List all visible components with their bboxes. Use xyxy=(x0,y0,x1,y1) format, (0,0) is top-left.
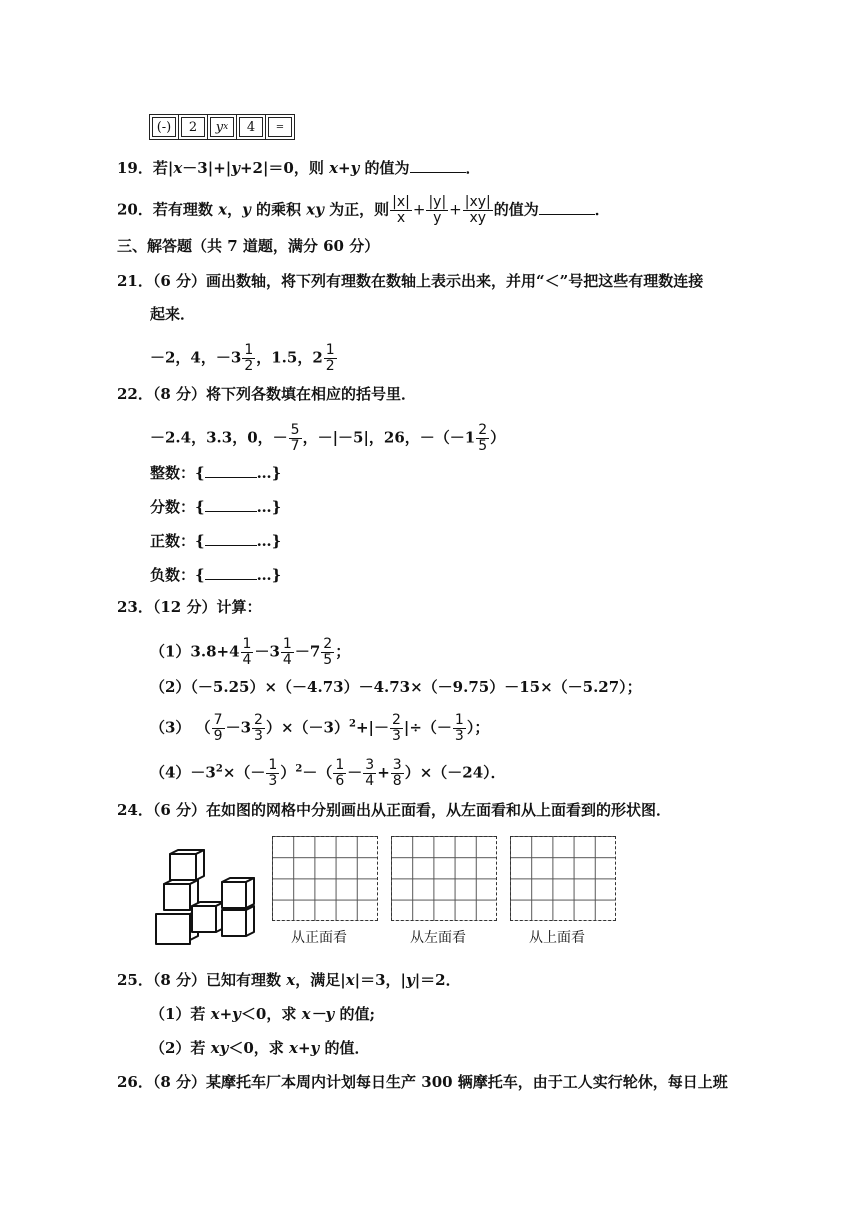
question-25: 25．（8 分）已知有理数 x，满足|x|＝3，|y|＝2． xyxy=(117,971,461,989)
answer-blank[interactable] xyxy=(205,531,257,546)
fraction: $\frac{|xy|}{xy}$ xyxy=(464,194,491,226)
front-view-label: 从正面看 xyxy=(291,930,347,946)
key-4: 4 xyxy=(239,117,263,137)
top-view-grid[interactable] xyxy=(510,836,616,921)
fraction: $\frac{2}{5}$ xyxy=(323,636,333,668)
key-equals: = xyxy=(268,117,292,137)
question-21-cont: 起来． xyxy=(150,305,196,323)
question-21-numbers: －2，4，－3 $\frac{1}{2}$ ，1.5，2 $\frac{1}{2}$ xyxy=(150,342,335,374)
category-negative: 负数：{ …} xyxy=(150,566,282,584)
fraction: $\frac{1}{4}$ xyxy=(282,636,292,668)
left-view-label: 从左面看 xyxy=(410,930,466,946)
answer-blank[interactable] xyxy=(539,200,595,215)
fraction: $\frac{2}{5}$ xyxy=(478,422,488,454)
fraction: $\frac{2}{3}$ xyxy=(254,712,263,744)
fraction: $\frac{1}{4}$ xyxy=(242,636,252,668)
fraction: $\frac{1}{3}$ xyxy=(454,712,464,744)
cube-stack-figure xyxy=(152,848,267,953)
fraction: $\frac{3}{4}$ xyxy=(365,757,375,789)
top-view-label: 从上面看 xyxy=(529,930,585,946)
answer-blank[interactable] xyxy=(205,565,257,580)
fraction: $\frac{2}{3}$ xyxy=(391,712,401,744)
q25-part-1: （1）若 x+y＜0，求 x－y 的值; xyxy=(150,1005,376,1023)
fraction: $\frac{|x|}{x}$ xyxy=(392,194,410,226)
left-view-grid[interactable] xyxy=(391,836,497,921)
calculator-key-sequence xyxy=(152,117,292,137)
fraction: $\frac{1}{2}$ xyxy=(325,342,335,374)
key-negative: (-) xyxy=(152,117,176,137)
fraction: $\frac{1}{6}$ xyxy=(335,757,345,789)
q23-part-2: （2）（－5.25）×（－4.73）－4.73×（－9.75）－15×（－5.27）； xyxy=(150,678,642,696)
fraction: $\frac{1}{3}$ xyxy=(268,757,278,789)
question-22-numbers: －2.4，3.3，0，－ $\frac{5}{7}$ ，－|－5|，26，－（－1 $\frac{2}{5}$ ） xyxy=(150,422,506,454)
section-title: 三、解答题（共 7 道题，满分 60 分） xyxy=(117,237,380,255)
q25-part-2: （2）若 xy＜0，求 x+y 的值． xyxy=(150,1039,370,1057)
fraction: $\frac{3}{8}$ xyxy=(392,757,402,789)
category-integers: 整数：{ …} xyxy=(150,464,282,482)
fraction: $\frac{1}{2}$ xyxy=(244,342,254,374)
question-19: 19．若|x－3|+|y+2|＝0，则 x+y 的值为 ． xyxy=(117,159,481,177)
front-view-grid[interactable] xyxy=(272,836,378,921)
category-positive: 正数：{ …} xyxy=(150,532,282,550)
fraction: $\frac{5}{7}$ xyxy=(290,422,300,454)
question-20: 20．若有理数 x，y 的乘积 xy 为正，则 $\frac{|x|}{x}$ + $\frac{|y|}{y}$ + $\frac{|xy|}{xy}$ 的值为 ． xyxy=(117,194,610,226)
question-26: 26．（8 分）某摩托车厂本周内计划每日生产 300 辆摩托车，由于工人实行轮休，每日上班 xyxy=(117,1073,728,1091)
q23-part-3: （3） （ $\frac{7}{9}$ －3 $\frac{2}{3}$ ）$\times(-3)^2+|-$ $\frac{2}{3}$ |÷（－ $\frac{1}{3}$ ）； xyxy=(150,712,490,744)
question-21: 21．（6 分）画出数轴，将下列有理数在数轴上表示出来，并用“＜”号把这些有理数连接 xyxy=(117,272,704,290)
question-23: 23．（12 分）计算： xyxy=(117,598,262,616)
fraction: $\frac{|y|}{y}$ xyxy=(428,194,447,226)
fraction: $\frac{7}{9}$ xyxy=(213,712,223,744)
key-2: 2 xyxy=(181,117,205,137)
category-fractions: 分数：{ …} xyxy=(150,498,282,516)
question-22: 22．（8 分）将下列各数填在相应的括号里． xyxy=(117,385,417,403)
answer-blank[interactable] xyxy=(205,497,257,512)
key-power: y x xyxy=(210,117,234,137)
q23-part-1: （1）3.8+4 $\frac{1}{4}$ －3 $\frac{1}{4}$ －7 $\frac{2}{5}$ ； xyxy=(150,636,351,668)
question-24: 24．（6 分）在如图的网格中分别画出从正面看，从左面看和从上面看到的形状图． xyxy=(117,801,672,819)
answer-blank[interactable] xyxy=(410,158,466,173)
answer-blank[interactable] xyxy=(205,463,257,478)
q23-part-4: $(4)-3^2\times(-$ $\frac{1}{3}$ ）$^2$－（ $\frac{1}{6}$ － $\frac{3}{4}$ + $\frac{3}{8}$ ）×（－24）． xyxy=(150,757,506,789)
